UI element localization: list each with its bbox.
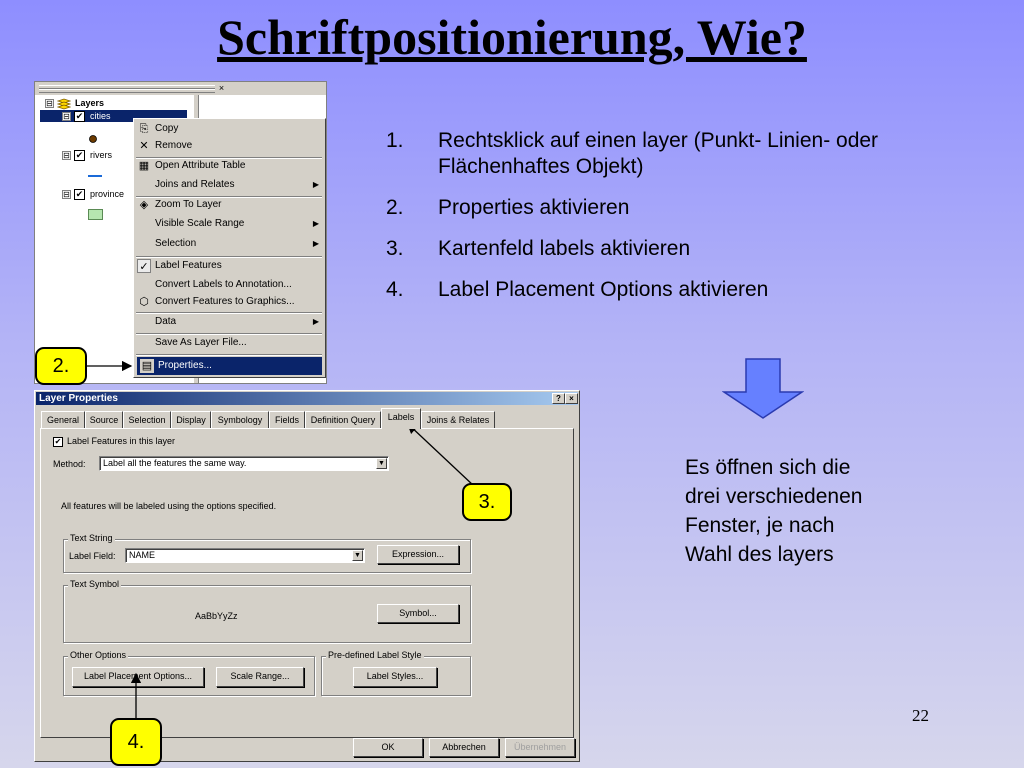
collapse-icon[interactable]: ⊟	[46, 99, 53, 108]
collapse-icon[interactable]: ⊟	[63, 112, 70, 121]
callout-3: 3.	[462, 483, 512, 521]
label-placement-options-button[interactable]: Label Placement Options...	[72, 667, 204, 687]
scale-range-button[interactable]: Scale Range...	[216, 667, 304, 687]
toc-close-icon[interactable]: ×	[218, 83, 225, 93]
menu-item-label: Zoom To Layer	[155, 199, 222, 210]
cancel-button[interactable]: Abbrechen	[429, 738, 499, 757]
remove-icon: ✕	[139, 140, 149, 152]
step-number: 3.	[386, 237, 404, 260]
step-item	[386, 128, 986, 180]
collapse-icon[interactable]: ⊟	[63, 190, 70, 199]
chevron-down-icon[interactable]: ▼	[376, 458, 387, 469]
text-symbol-group-label: Text Symbol	[70, 579, 120, 589]
tab-source[interactable]: Source	[85, 411, 123, 428]
convert-graphics-icon: ⬡	[139, 296, 149, 308]
menu-item-label: Copy	[155, 123, 179, 134]
method-value: Label all the features the same way.	[103, 458, 247, 468]
menu-item-label: Remove	[155, 140, 193, 151]
info-text: All features will be labeled using the options specified.	[61, 501, 277, 511]
zoom-to-layer-icon: ◈	[139, 199, 149, 211]
layer-name[interactable]: rivers	[90, 150, 112, 160]
layer-name[interactable]: province	[90, 189, 125, 199]
tab-display[interactable]: Display	[171, 411, 211, 428]
step-text: Rechtsklick auf einen layer (Punkt- Linien- oder Flächenhaftes Objekt)	[438, 129, 879, 178]
down-arrow-icon	[722, 358, 804, 420]
tab-symbology[interactable]: Symbology	[211, 411, 269, 428]
menu-item-label: Label Features	[155, 260, 222, 271]
menu-item-label: Convert Features to Graphics...	[155, 296, 295, 307]
close-icon[interactable]: ×	[565, 393, 578, 404]
label-features-checkbox[interactable]: ✔	[54, 437, 62, 446]
step-text: Properties aktivieren	[438, 196, 630, 219]
slide-title: Schriftpositionierung, Wie?	[217, 9, 807, 65]
other-options-group-label: Other Options	[70, 650, 127, 660]
menu-item-label: Data	[155, 316, 177, 327]
text-string-group-label: Text String	[70, 533, 113, 543]
layer-visibility-checkbox[interactable]: ✔	[75, 150, 84, 160]
tab-labels[interactable]: Labels	[381, 408, 421, 429]
menu-item-label: Convert Labels to Annotation...	[155, 279, 292, 290]
layer-name[interactable]: cities	[90, 111, 111, 121]
label-features-label: Label Features in this layer	[67, 436, 176, 446]
submenu-arrow-icon: ▶	[312, 239, 319, 248]
predefined-label-style-group-label: Pre-defined Label Style	[328, 650, 422, 660]
help-icon[interactable]: ?	[552, 393, 565, 404]
symbol-preview: AaBbYyZz	[195, 611, 238, 621]
method-label: Method:	[53, 459, 86, 469]
label-field-value: NAME	[129, 550, 156, 560]
copy-icon: ⎘	[139, 123, 149, 135]
steps-list	[386, 128, 986, 318]
collapse-icon[interactable]: ⊟	[63, 151, 70, 160]
checkmark-icon: ✓	[137, 259, 151, 273]
step-number: 2.	[386, 196, 404, 219]
properties-icon: ▤	[141, 360, 153, 372]
table-icon: ▦	[138, 160, 150, 172]
page-number: 22	[912, 706, 929, 725]
menu-item-label: Open Attribute Table	[155, 160, 246, 171]
step-item	[386, 195, 986, 221]
dialog-title: Layer Properties	[39, 393, 118, 404]
menu-item-label: Visible Scale Range	[155, 218, 245, 229]
tab-definition-query[interactable]: Definition Query	[305, 411, 381, 428]
submenu-arrow-icon: ▶	[312, 317, 319, 326]
label-styles-button[interactable]: Label Styles...	[353, 667, 437, 687]
callout-arrow-3	[408, 424, 474, 486]
callout-4: 4.	[110, 718, 162, 766]
tab-general[interactable]: General	[41, 411, 85, 428]
description-text: Es öffnen sich die drei verschiedenen Fenster, je nach Wahl des layers	[685, 456, 863, 566]
menu-item-label: Save As Layer File...	[155, 337, 247, 348]
symbol-button[interactable]: Symbol...	[377, 604, 459, 623]
expression-button[interactable]: Expression...	[377, 545, 459, 564]
layer-visibility-checkbox[interactable]: ✔	[75, 111, 84, 121]
layer-visibility-checkbox[interactable]: ✔	[75, 189, 84, 199]
submenu-arrow-icon: ▶	[312, 219, 319, 228]
apply-button[interactable]: Übernehmen	[505, 738, 575, 757]
menu-item-label: Properties...	[158, 360, 212, 371]
chevron-down-icon[interactable]: ▼	[352, 550, 363, 561]
menu-item-label: Joins and Relates	[155, 179, 235, 190]
tab-selection[interactable]: Selection	[123, 411, 171, 428]
submenu-arrow-icon: ▶	[312, 180, 319, 189]
step-item	[386, 236, 986, 262]
toc-root-label: Layers	[75, 98, 105, 108]
menu-item-label: Selection	[155, 238, 197, 249]
tab-fields[interactable]: Fields	[269, 411, 305, 428]
step-text: Label Placement Options aktivieren	[438, 278, 769, 301]
tab-joins-relates[interactable]: Joins & Relates	[421, 411, 495, 428]
step-number: 4.	[386, 278, 404, 301]
step-number: 1.	[386, 129, 404, 152]
step-item	[386, 277, 986, 303]
callout-2: 2.	[35, 347, 87, 385]
ok-button[interactable]: OK	[353, 738, 423, 757]
label-field-label: Label Field:	[69, 551, 116, 561]
step-text: Kartenfeld labels aktivieren	[438, 237, 691, 260]
